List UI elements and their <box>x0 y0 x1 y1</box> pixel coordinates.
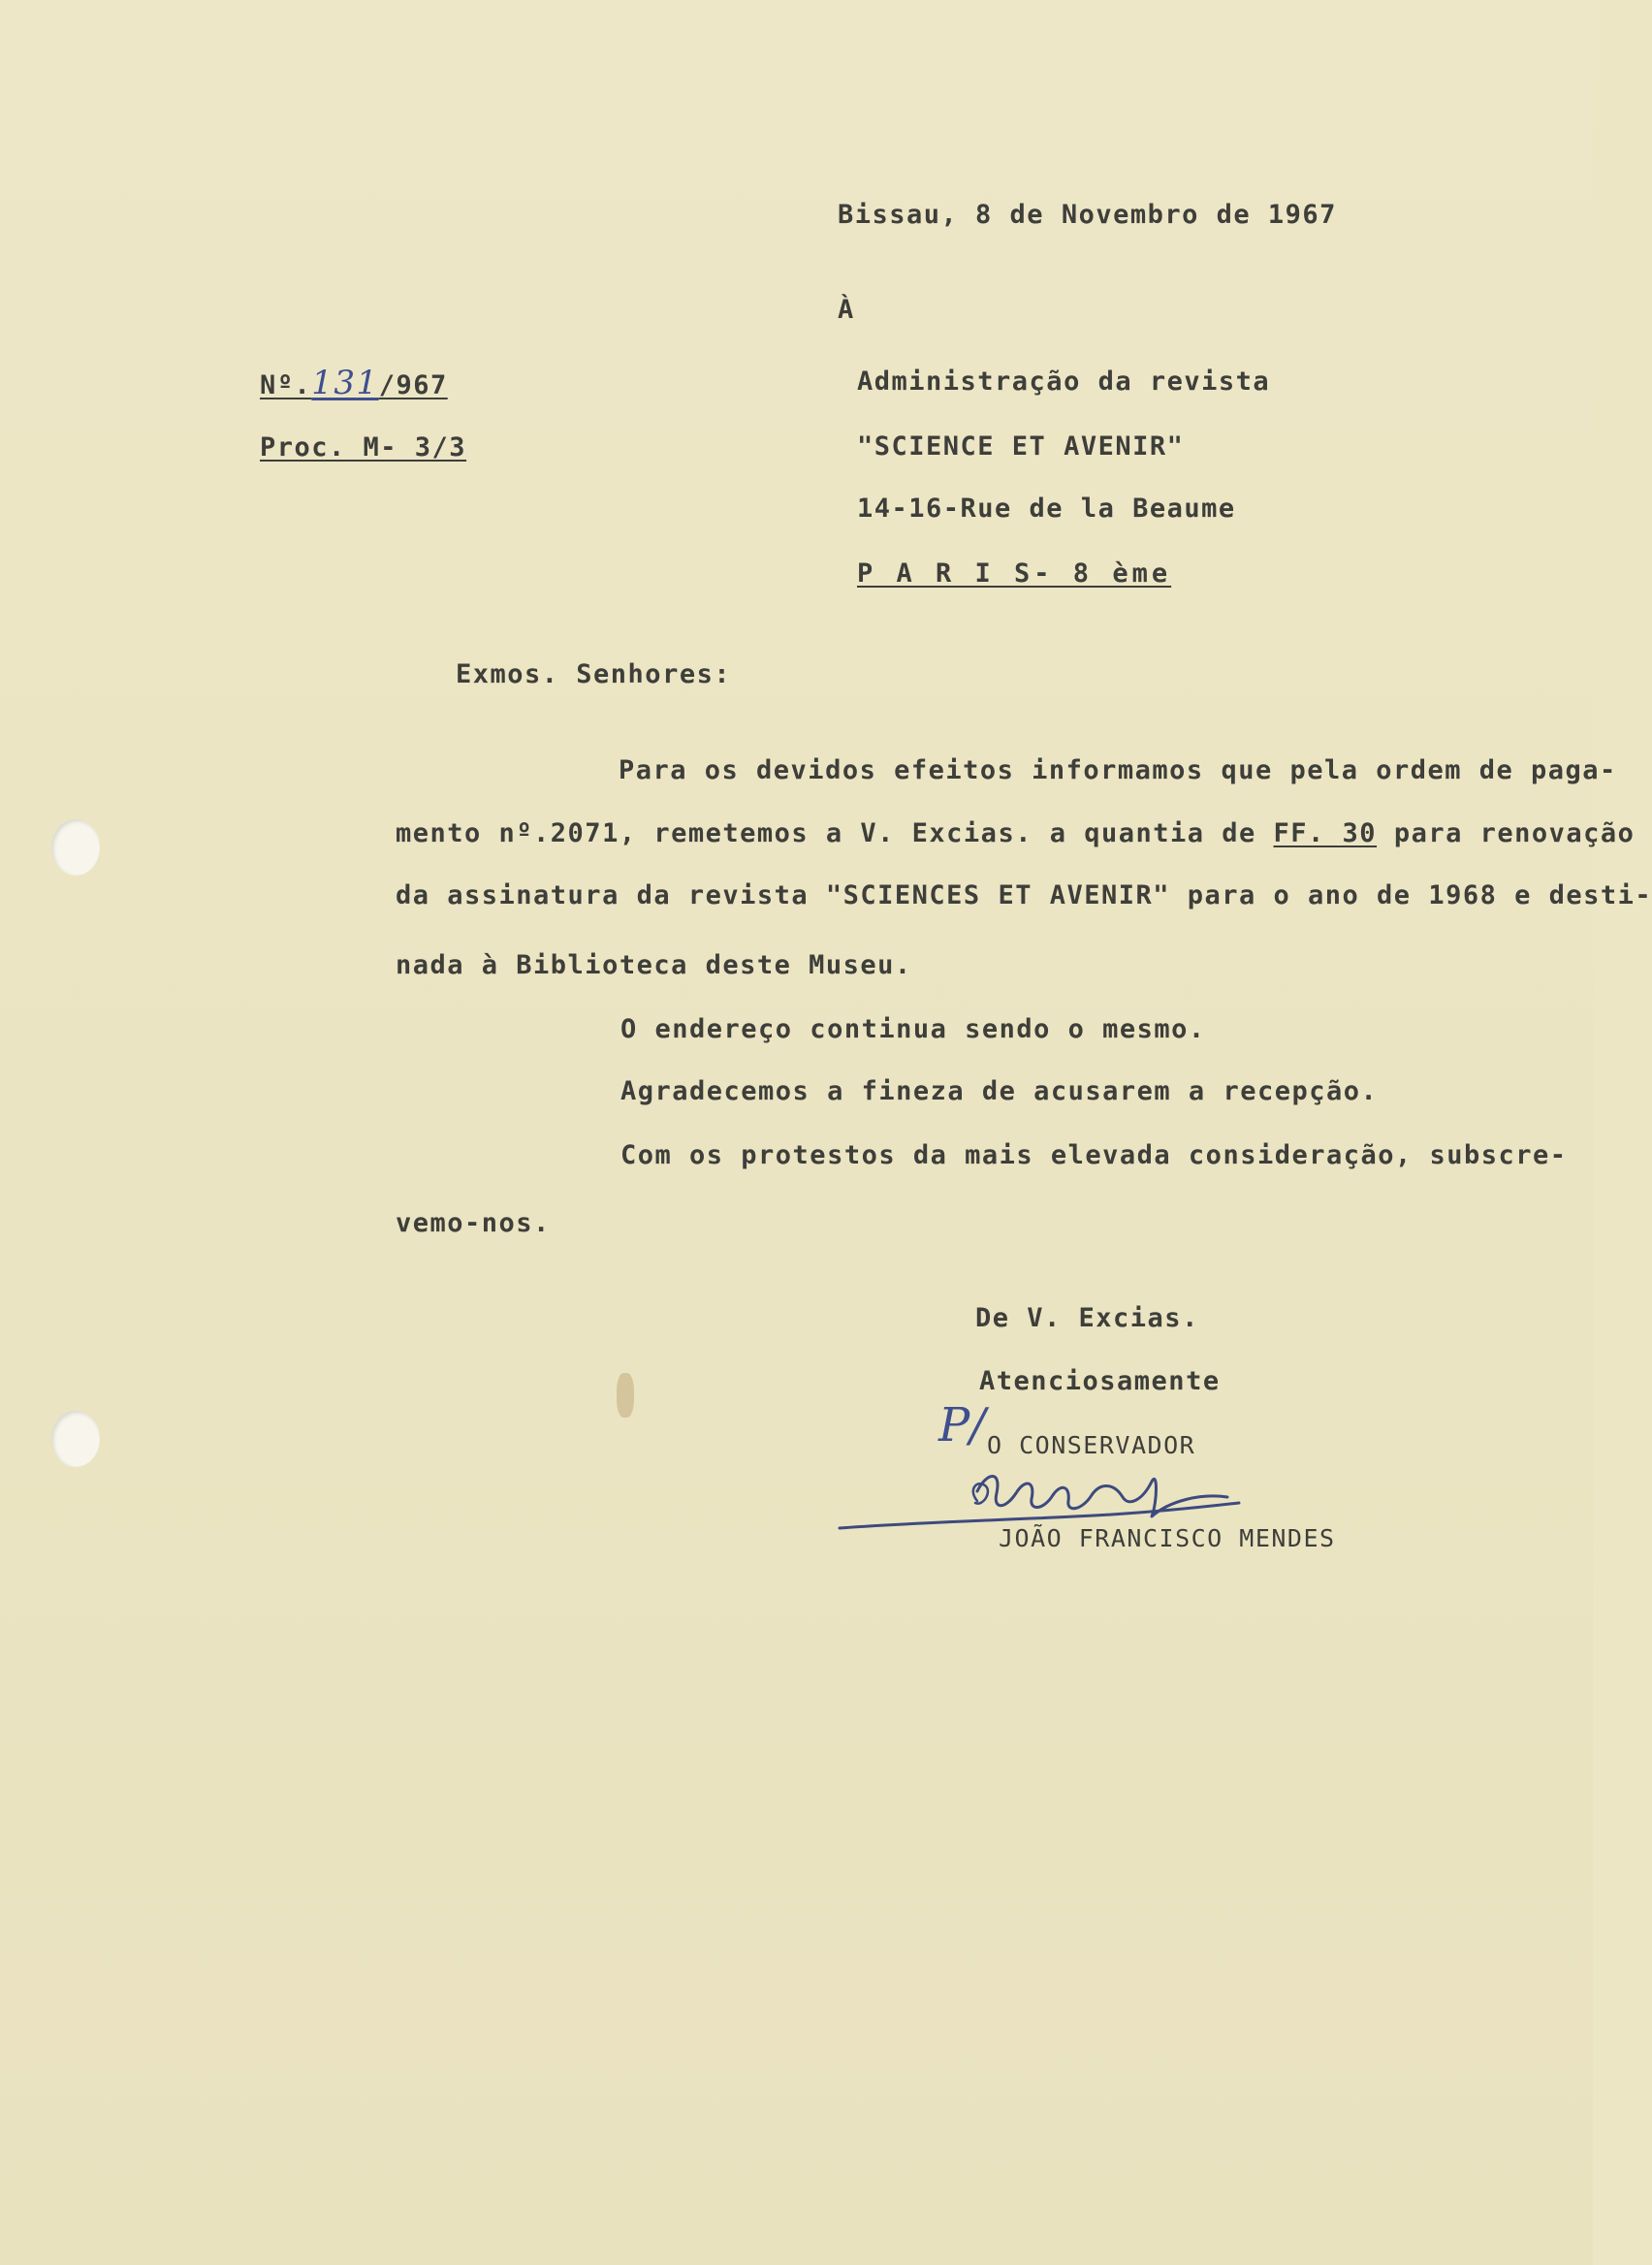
signatory-name: JOÃO FRANCISCO MENDES <box>999 1524 1336 1552</box>
reference-number-handwritten: 131 <box>311 364 379 402</box>
reference-number <box>260 364 448 402</box>
payment-amount: FF. 30 <box>1273 818 1378 848</box>
recipient-line-3: 14-16-Rue de la Beaume <box>857 494 1236 524</box>
reference-number-suffix: /967 <box>378 370 448 400</box>
recipient-line-4: P A R I S- 8 ème <box>857 558 1172 589</box>
paragraph-4-line-1: Com os protestos da mais elevada consideração, subscre- <box>620 1140 1568 1170</box>
paragraph-3: Agradecemos a fineza de acusarem a recepção. <box>620 1076 1379 1106</box>
signatory-role: O CONSERVADOR <box>987 1431 1196 1459</box>
process-reference: Proc. M- 3/3 <box>260 432 467 463</box>
closing-line-2: Atenciosamente <box>979 1366 1221 1396</box>
per-procuration-mark: P/ <box>938 1398 986 1452</box>
paragraph-1-line-2 <box>396 820 1635 846</box>
paragraph-4-line-2: vemo-nos. <box>396 1208 551 1238</box>
paragraph-2: O endereço continua sendo o mesmo. <box>620 1014 1206 1044</box>
punch-hole-bottom <box>51 1411 100 1467</box>
closing-line-1: De V. Excias. <box>975 1303 1199 1333</box>
recipient-line-1: Administração da revista <box>857 367 1271 397</box>
paragraph-1-line-2-b: para renovação <box>1377 818 1636 848</box>
paragraph-1-line-3: da assinatura da revista "SCIENCES ET AVENIR" para o ano de 1968 e desti- <box>396 880 1652 910</box>
paper-stain <box>617 1373 634 1418</box>
paragraph-1-line-2-a: mento nº.2071, remetemos a V. Excias. a quantia de <box>396 818 1274 848</box>
paragraph-1-line-1: Para os devidos efeitos informamos que pela ordem de paga- <box>619 755 1617 785</box>
punch-hole-top <box>51 819 100 876</box>
place-date: Bissau, 8 de Novembro de 1967 <box>838 200 1337 230</box>
salutation: Exmos. Senhores: <box>456 659 732 689</box>
reference-number-prefix: Nº. <box>260 370 312 400</box>
recipient-a-label: À <box>838 295 855 325</box>
recipient-line-2: "SCIENCE ET AVENIR" <box>857 431 1185 462</box>
paragraph-1-line-4: nada à Biblioteca deste Museu. <box>396 950 912 980</box>
